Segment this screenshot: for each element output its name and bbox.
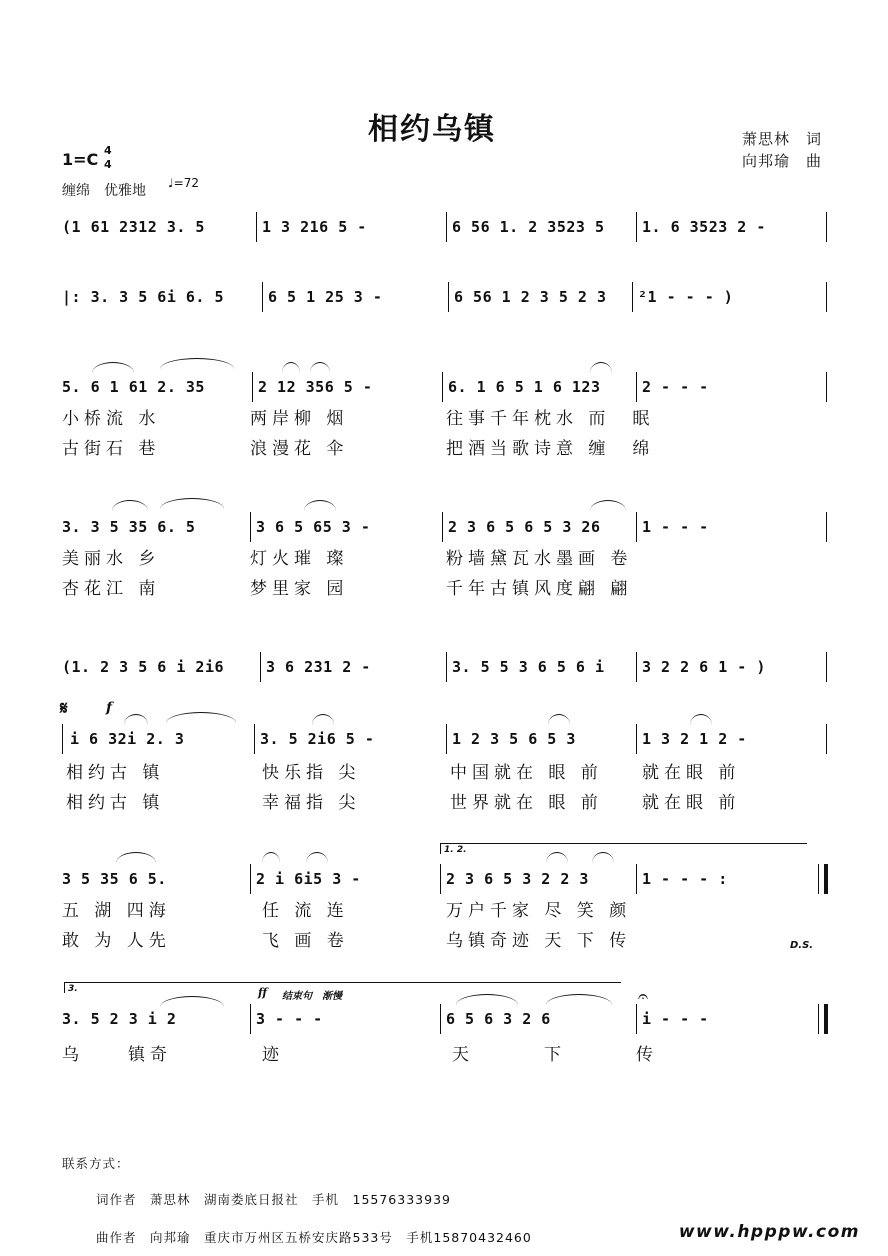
slur: [166, 712, 236, 723]
ending-instruction: 结束句 渐慢: [282, 991, 342, 1002]
tempo-bpm: ♩=72: [168, 176, 199, 190]
lyric: 世界就在 眼 前: [450, 793, 603, 813]
barline: [250, 1004, 251, 1034]
lyric: 快乐指 尖: [262, 763, 361, 783]
measure: 3 2 2 6 1 - ): [642, 658, 766, 676]
lyric: 粉墙黛瓦水墨画 卷: [446, 549, 633, 569]
final-barline: [824, 864, 828, 894]
volta-label: 3.: [68, 984, 78, 994]
measure: 1 - - - :: [642, 870, 728, 888]
measure: 1. 6 3523 2 -: [642, 218, 766, 236]
volta-bracket-1-2: [440, 843, 807, 854]
lyric: 杏花江 南: [62, 579, 161, 599]
barline: [262, 282, 263, 312]
barline: [442, 512, 443, 542]
barline: [250, 512, 251, 542]
barline: [260, 652, 261, 682]
score-row-5: [0, 652, 888, 682]
barline: [62, 724, 63, 754]
barline: [440, 1004, 441, 1034]
lyric-line: [0, 896, 888, 922]
lyric-line: [0, 404, 888, 430]
lyric: 相约古 镇: [66, 793, 165, 813]
measure: 2 - - -: [642, 378, 709, 396]
lyric: 小桥流 水: [62, 409, 161, 429]
score-row-8: [0, 1004, 888, 1034]
slur: [116, 852, 156, 863]
dynamic-fortissimo: ff: [258, 986, 268, 999]
barline: [636, 512, 637, 542]
composer-credit: 向邦瑜 曲: [742, 152, 823, 170]
lyric: 就在眼 前: [642, 793, 741, 813]
barline: [826, 282, 827, 312]
measure: 6 5 6 3 2 6: [446, 1010, 551, 1028]
lyric: 把酒当歌诗意 缠 绵: [446, 439, 655, 459]
barline: [446, 212, 447, 242]
measure: 3 6 231 2 -: [266, 658, 371, 676]
barline: [446, 652, 447, 682]
segno-sign: 𝄋: [60, 698, 68, 719]
time-signature-bottom: 4: [104, 158, 112, 171]
volta-bracket-3: [64, 982, 621, 993]
slur: [306, 852, 328, 863]
barline: [442, 372, 443, 402]
time-signature-top: 4: [104, 144, 112, 157]
barline: [252, 372, 253, 402]
dynamic-forte: f: [106, 700, 113, 716]
barline: [636, 724, 637, 754]
website-watermark: www.hpppw.com: [678, 1222, 860, 1242]
lyric: 幸福指 尖: [262, 793, 361, 813]
score-row-1: [0, 212, 888, 242]
measure: 6 56 1 2 3 5 2 3: [454, 288, 607, 306]
measure: 1 3 216 5 -: [262, 218, 367, 236]
barline: [818, 1004, 819, 1034]
slur: [304, 500, 336, 511]
lyric: 相约古 镇: [66, 763, 165, 783]
barline: [636, 212, 637, 242]
lyric-line: [0, 926, 888, 952]
lyric: 灯火璀 璨: [250, 549, 349, 569]
score-row-2: [0, 282, 888, 312]
slur: [160, 498, 224, 509]
score-row-6: [0, 724, 888, 754]
lyric: 就在眼 前: [642, 763, 741, 783]
lyric: 往事千年枕水 而 眠: [446, 409, 655, 429]
measure: 3. 5 2 3 i 2: [62, 1010, 177, 1028]
lyric: 飞 画 卷: [262, 931, 349, 951]
lyric: 万户千家 尽 笑 颜: [446, 901, 632, 921]
final-barline: [824, 1004, 828, 1034]
barline: [440, 864, 441, 894]
lyric: 敢 为 人先: [62, 931, 171, 951]
score-row-7: [0, 864, 888, 894]
measure: 5. 6 1 61 2. 35: [62, 378, 205, 396]
measure: i 6 32i 2. 3: [70, 730, 185, 748]
measure: 3. 3 5 35 6. 5: [62, 518, 196, 536]
barline: [826, 512, 827, 542]
lyric-line: [0, 574, 888, 600]
measure: 3. 5 5 3 6 5 6 i: [452, 658, 605, 676]
lyric-line: [0, 758, 888, 784]
contact-heading: 联系方式：: [62, 1156, 130, 1171]
lyric-line: [0, 1040, 888, 1066]
volta-label: 1. 2.: [444, 845, 467, 855]
measure: ²1 - - - ): [638, 288, 734, 306]
lyric: 迹: [262, 1045, 284, 1065]
lyricist-credit: 萧思林 词: [742, 130, 823, 148]
measure: 1 2 3 5 6 5 3: [452, 730, 576, 748]
measure: 6 56 1. 2 3523 5: [452, 218, 605, 236]
lyric: 千年古镇风度翩 翩: [446, 579, 633, 599]
barline: [818, 864, 819, 894]
barline: [636, 652, 637, 682]
lyric: 梦里家 园: [250, 579, 349, 599]
measure: 2 3 6 5 3 2 2 3: [446, 870, 589, 888]
measure: (1 61 2312 3. 5: [62, 218, 205, 236]
lyric: 古街石 巷: [62, 439, 161, 459]
measure: 3 5 35 6 5.: [62, 870, 167, 888]
measure: 3. 5 2i6 5 -: [260, 730, 375, 748]
lyric-line: [0, 434, 888, 460]
score-row-3: [0, 372, 888, 402]
lyric: 浪漫花 伞: [250, 439, 349, 459]
lyric: 两岸柳 烟: [250, 409, 349, 429]
lyric: 任 流 连: [262, 901, 349, 921]
barline: [636, 864, 637, 894]
lyric: 五 湖 四海: [62, 901, 171, 921]
slur: [160, 358, 234, 369]
lyric: 传: [636, 1045, 658, 1065]
barline: [826, 724, 827, 754]
barline: [448, 282, 449, 312]
measure: 1 3 2 1 2 -: [642, 730, 747, 748]
song-title: 相约乌镇: [368, 112, 496, 147]
barline: [636, 1004, 637, 1034]
key-signature: 1=C: [62, 150, 99, 169]
measure: 6 5 1 25 3 -: [268, 288, 383, 306]
composer-contact: 曲作者 向邦瑜 重庆市万州区五桥安庆路533号 手机15870432460: [96, 1230, 532, 1245]
lyric: 下: [544, 1045, 566, 1065]
measure: 2 12 356 5 -: [258, 378, 373, 396]
measure: 3 - - -: [256, 1010, 323, 1028]
slur: [112, 500, 148, 511]
tempo-marking: 缠绵 优雅地: [62, 183, 146, 199]
lyric: 乌 镇奇: [62, 1045, 172, 1065]
measure: 3 6 5 65 3 -: [256, 518, 371, 536]
measure: 1 - - -: [642, 518, 709, 536]
barline: [826, 652, 827, 682]
lyric-line: [0, 788, 888, 814]
barline: [826, 212, 827, 242]
barline: [632, 282, 633, 312]
lyricist-contact: 词作者 萧思林 湖南娄底日报社 手机 15576333939: [96, 1192, 451, 1207]
lyric: 天: [452, 1045, 474, 1065]
lyric: 乌镇奇迹 天 下 传: [446, 931, 632, 951]
slur: [590, 500, 626, 511]
lyric-line: [0, 544, 888, 570]
barline: [636, 372, 637, 402]
measure: |: 3. 3 5 6i 6. 5: [62, 288, 225, 306]
barline: [254, 724, 255, 754]
dal-segno: D.S.: [790, 940, 814, 951]
barline: [256, 212, 257, 242]
slur: [262, 852, 280, 863]
fermata-icon: 𝄐: [638, 986, 649, 1007]
barline: [250, 864, 251, 894]
score-row-4: [0, 512, 888, 542]
lyric: 美丽水 乡: [62, 549, 161, 569]
barline: [446, 724, 447, 754]
measure: 6. 1 6 5 1 6 123: [448, 378, 601, 396]
measure: 2 i 6i5 3 -: [256, 870, 361, 888]
measure: (1. 2 3 5 6 i 2i6: [62, 658, 225, 676]
measure: 2 3 6 5 6 5 3 26: [448, 518, 601, 536]
measure: i - - -: [642, 1010, 709, 1028]
barline: [826, 372, 827, 402]
lyric: 中国就在 眼 前: [450, 763, 603, 783]
